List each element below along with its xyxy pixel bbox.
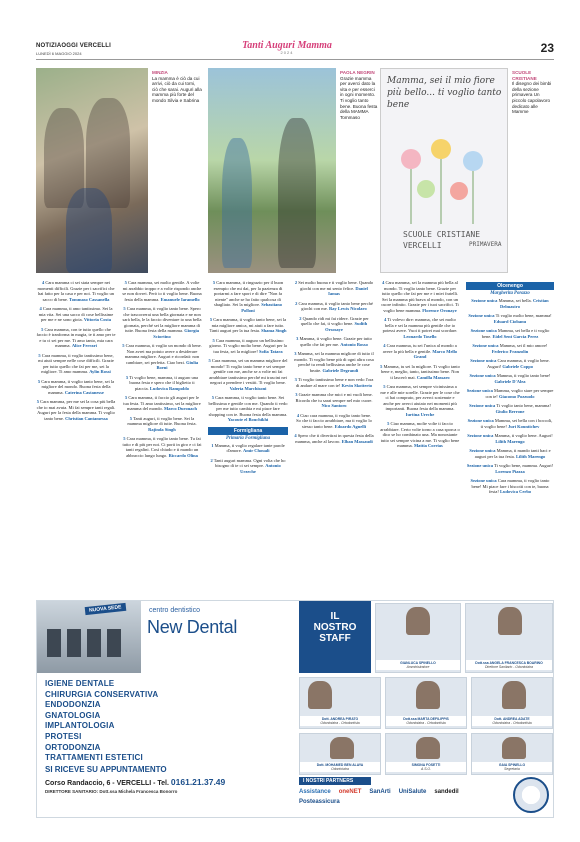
message-signature: Gabriele Coppo <box>502 363 533 369</box>
message-item <box>36 353 116 375</box>
message-signature: Giorgia Sciortino <box>153 328 200 339</box>
message-text: Cara mamma, ti auguro un bellissimo giorno. Ti voglio molto bene. Auguri per la tua festa, sei la migliore! <box>209 337 287 354</box>
class-number: 5 <box>123 306 126 311</box>
message-signature: Riccardo Olina <box>168 452 198 458</box>
message-signature: Marco Durouach <box>164 406 197 411</box>
message-item <box>380 280 460 313</box>
quality-seal-icon <box>513 777 549 813</box>
class-label: Sezione unica <box>466 463 493 468</box>
class-number: 2 <box>210 457 213 463</box>
message-signature: Sebastiano Polloni <box>241 302 282 313</box>
appointment-line: SI RICEVE SU APPUNTAMENTO <box>45 765 167 774</box>
message-text: Cara mamma, sei sempre vicinissima a me e alle mie sorelle. Grazie per le cose che ci hai comprato, per averci sostenute e anche per averci aiutato nei momenti più importanti. Buona festa della mamma. <box>380 384 460 411</box>
drawing-message: Mamma, sei il mio fiore più bello... ti voglio tanto bene <box>387 76 502 110</box>
message-signature: Shama Singh <box>261 328 287 333</box>
message-item <box>208 395 288 423</box>
message-item <box>294 301 374 312</box>
message-text: Mamma, ti voglio bene. Auguri! <box>494 433 553 438</box>
message-text: Mamma, ti voglio regalare tante parole d'amore. <box>214 442 285 453</box>
partners-label: I NOSTRI PARTNERS <box>299 777 371 785</box>
message-item <box>466 298 554 309</box>
message-item <box>294 413 374 430</box>
message-item <box>466 373 554 384</box>
message-text: Cara mamma, con te tutto quello che faccio è tranforma in magia, te ti amo per te e tu ci sei per me. Ti amo tanto, mia cara mamma. <box>36 326 116 348</box>
message-text: Cara mamma, ti voglio tanto bene. Spero che trascorrerai una bella giornata e ne non sarà bella, le la faccio diventare io una bella giornata, perché sei la migliore mamma di tutte. Buona festa della mamma. <box>122 306 202 333</box>
message-signature: Federico Franzolin <box>491 348 529 354</box>
message-item <box>466 358 554 369</box>
message-item <box>466 433 554 444</box>
message-text: Cara mamma, per me sei la cosa più bella che io mai avuta. Mi fai sempre tanti regali. Auguri per la festa della mamma. Ti voglio tanto bene. <box>36 399 116 421</box>
message-text: Cara mamma, tu sei l'unica al mondo a avere la più bella e gentile. <box>382 343 457 354</box>
message-text: Spero che ti divertirai in questa festa della mamma, anche al lavoro. <box>295 433 374 444</box>
message-item <box>380 317 460 339</box>
message-signature: Ludovica Cerbo <box>499 489 532 494</box>
messages-column-4 <box>294 280 374 594</box>
message-text: Quando ridi mi fai ridere. Grazie per quello che fai, ti voglio bene. <box>300 315 369 326</box>
message-item <box>36 399 116 421</box>
message-signature: Edoardo Agnelli <box>334 423 367 429</box>
message-signature: Valeria Marchisoni <box>229 385 267 391</box>
service-item: TRATTAMENTI ESTETICI <box>45 753 143 763</box>
section-logo-text: Tanti Auguri Mamma <box>242 40 332 51</box>
services-list <box>45 679 285 764</box>
message-item <box>122 416 202 433</box>
message-text: Cara mamma, ti voglio tanto bene perché giochi con me. <box>298 300 373 311</box>
newspaper-page <box>36 40 554 820</box>
message-text: Cara mamma, ti faccio gli auguri per le tua festa. Ti amo tantissimo, sei la migliore mamma del mondo. <box>123 395 201 411</box>
message-signature: Daniel Iamas <box>328 285 368 296</box>
staff-card: Dott.ssa ANGELA FRANCESCA BOARINO Direttore Sanitario - Odontoiatra <box>465 603 553 673</box>
class-label: Sezione unica <box>469 403 496 408</box>
class-number: 5 <box>212 337 215 343</box>
message-signature: Gabriele Degrandi <box>322 367 359 373</box>
caption-minzia: MINZIA La mamma è ciò da cui arrivi, ciò da cui torni, ciò che sarai. Auguri alla mamma più forte del mondo Silvia e Sabrina <box>152 70 202 103</box>
staff-card: GIANLUCA SPINELLO Amministratore <box>375 603 461 673</box>
class-number: 5 <box>36 399 39 404</box>
service-item: IMPLANTOLOGIA <box>45 721 115 731</box>
message-text: Cara mamma, sei un mamma migliore del mondo! Ti voglio tanto bene e sei sempre gentile con me, anche se a volte mi fai arrabbiare tantissimo perché mi trascini nei negozi a prendere i vestiti. Ti voglio bene. <box>209 358 288 385</box>
message-text: Ciao cara mamma, ti voglio tanto bene. So che ti faccio arrabbiare, ma ti voglio lo stesso tanto bene. <box>296 412 372 429</box>
message-text: Mamma, sei bella. <box>498 298 532 303</box>
message-text: Mamma, ti mando tanti baci e auguri per la tua festa. <box>474 448 551 459</box>
mother-son-photo <box>208 68 336 273</box>
message-item <box>294 433 374 444</box>
message-text: Cara mamma, ti amo tantissimo. Sei la mia vita. Sei una sacco di cose bellissime per me e ne sono gioia. <box>38 306 114 322</box>
message-signature: Antonio Urzeche <box>240 463 281 474</box>
class-number: 3 <box>295 392 298 397</box>
message-signature: Rajinda Singh <box>148 426 176 432</box>
class-number: 5 <box>38 352 41 358</box>
class-label: Sezione unica <box>467 433 494 438</box>
phone-number: 0161.21.37.49 <box>170 777 226 787</box>
class-number: 5 <box>209 317 213 322</box>
message-signature: Lilith Marengo <box>495 438 525 444</box>
message-text: Mamma, voglio stare per sempre con te! <box>485 388 554 399</box>
class-number: 5 <box>122 343 125 348</box>
school-subheading: Margherita Porazzo <box>490 291 530 296</box>
class-number: 5 <box>125 374 129 380</box>
address-line: Corso Randaccio, 6 - VERCELLI - Tel. 0161.21.37.49 <box>45 777 226 787</box>
staff-card: Dott.ssa MARTA DEFILIPPIS Odontoiatra - Ortodontista <box>385 677 467 729</box>
message-text: Cara mamma, ti voglio tanto bene! Mi piace fare i biscotti con te, buona festa! <box>471 478 550 494</box>
newspaper-name: NOTIZIAOGGI VERCELLI <box>36 43 112 49</box>
message-text: Cara mamma, ti ringrazio per il buon esempio che mi dai, per la pazienza di portarmi a fare sport e di dire "Non fa niente" anche se ho fatto qualcosa di sbagliato. Sei la migliore. <box>213 280 284 307</box>
message-item <box>466 478 554 495</box>
class-number: 5 <box>124 395 128 400</box>
message-signature: Sudith Orsosaye <box>325 321 368 332</box>
message-item <box>380 343 460 360</box>
staff-card: Dott. ANDREA ADATE Odontoiatra - Ortodontista <box>471 677 553 729</box>
message-text: Mamma, sei la mamma migliore di tutto il mondo. Ti voglio bene più di ogni altra cosa perché tu rendi bellissima anche le cose brutte. <box>294 351 374 373</box>
message-item <box>466 388 554 399</box>
class-label: Sezione unica <box>470 358 497 363</box>
staff-card: Dott. MOHAMED BEN ALAYA Odontoiatra <box>299 733 381 775</box>
service-item: ORTODONZIA <box>45 742 101 752</box>
caption-paola-negrin: PAOLA NEGRIN Grazie mamma per averci dato la vita e per esserci in ogni momento. Ti voglio tanto bene. Buona festa della MAMMA Tommaso <box>340 70 378 120</box>
class-number: 5 <box>123 436 126 441</box>
message-text: Cara mamma, ti voglio tanto bene. Tu fai tutto e di più per noi. Ci porti in giro e ci fai tanti regalini. Così chiudo e ti mando un abbraccio lungo lungo. <box>122 436 202 458</box>
staff-card: Dott. ANDREA PIRATO Odontoiatra - Ortodontista <box>299 677 381 729</box>
messages-column-5 <box>380 280 460 594</box>
message-item <box>294 316 374 333</box>
message-item <box>36 327 116 349</box>
messages-column-1 <box>36 280 116 594</box>
service-item: GNATOLOGIA <box>45 710 101 720</box>
message-signature: Yacoute el Bouchikhi <box>227 417 269 422</box>
messages-column-3 <box>208 280 288 594</box>
message-signature: Amir Chouali <box>243 448 270 453</box>
message-text: Cara mamma, ti voglio tantissimo bene, mi aiuti sempre nelle cose difficili. Grazie per tutto quello che fai per me, sei la migliore. Ti amo mamma. <box>38 352 114 374</box>
school-heading: Olcenengo <box>466 282 554 290</box>
class-number: 3 <box>294 351 297 356</box>
message-signature: Lilith Marengo <box>515 453 546 459</box>
message-item <box>36 280 116 302</box>
message-text: Tanti auguri mamma. Ogni volta che ho bisogno di te ci sei sempre. <box>213 457 286 468</box>
message-item <box>380 364 460 381</box>
message-item <box>380 421 460 449</box>
message-signature: Juri Kountichev <box>507 423 540 429</box>
message-signature: Christian Cantamessa <box>65 415 108 421</box>
message-signature: Florence Oronaye <box>422 307 457 313</box>
staff-heading: IL NOSTRO STAFF <box>299 601 371 673</box>
class-number: 5 <box>124 280 127 285</box>
message-text: Ti voglio molto bene, mamma! <box>495 313 552 318</box>
message-text: Ti voglio tanto bene, mamma! <box>496 403 551 408</box>
message-item <box>466 343 554 354</box>
message-signature: Eidel Sent Garcia Perez <box>492 333 539 339</box>
class-number: 5 <box>208 358 211 363</box>
class-label: Sezione unica <box>469 448 496 453</box>
message-text: Cara mamma, sei molto gentile. A volte mi arrabbio troppo e a volte rispondo anche se non dovrei. Però io ti voglio bene. Buona festa della mamma. <box>122 280 202 302</box>
message-text: Mamma, tu sei la migliore. Ti voglio tanto bene e, meglio, tanto, tantissimo bene. Non ti lascerò mai. <box>381 363 460 380</box>
message-signature: Ludovica Rampoldo <box>149 385 190 391</box>
message-signature: Sofia Tatara <box>259 348 283 354</box>
message-signature: Nico Santoro <box>321 403 347 408</box>
message-signature: Caterina Castanesse <box>64 389 104 395</box>
clinic-name: New Dental <box>147 617 238 637</box>
drawing-class-sign: PRIMAVERA <box>469 241 502 248</box>
partner-logo: Assistance <box>299 789 331 795</box>
partner-logo: sandedil <box>434 789 459 795</box>
message-text: Mamma, sei bella e ti voglio bene. <box>481 328 550 339</box>
class-number: 5 <box>41 326 44 332</box>
message-item <box>208 317 288 334</box>
drawing-school-sign: SCUOLE CRISTIANE VERCELLI <box>403 230 481 250</box>
message-signature: Camilla Massaro <box>416 374 450 380</box>
partner-logos <box>299 788 499 806</box>
message-item <box>122 280 202 302</box>
message-signature: Eduard Ciobanu <box>493 318 527 324</box>
class-label: Sezione unica <box>470 328 497 333</box>
message-signature: Leonardo Tosello <box>403 333 437 339</box>
school-subheading: Primaria Formigliana <box>225 435 271 441</box>
message-text: Cara mamma, ti voglio tanto bene, sei la migliore del mondo. Buona festa della mamma. <box>41 378 115 395</box>
class-number: 3 <box>294 377 297 382</box>
message-item <box>294 392 374 409</box>
new-dental-advertisement <box>36 600 554 818</box>
service-item: PROTESI <box>45 731 82 741</box>
message-item <box>466 328 554 339</box>
class-label: Sezione unica <box>468 313 495 318</box>
message-text: Cara mamma, ti voglio bene. Auguri! <box>486 358 550 369</box>
message-text: Ti volevo dire: mamma, che sei molto bella e sei la mamma più gentile che io potessi avere. Vuoi ti potrei mai scordare. <box>382 317 458 333</box>
page-header <box>36 40 554 60</box>
staff-card: SIMONA FOSETTI A.S.O. <box>385 733 467 775</box>
message-item <box>122 343 202 371</box>
message-item <box>466 418 554 429</box>
message-text: Mamma, ti voglio bene. Grazie per tutto quello che fai per me. <box>299 336 372 347</box>
message-item <box>208 443 288 454</box>
message-item <box>208 338 288 355</box>
message-signature: Ray Lewis Nicolaro <box>329 306 367 311</box>
class-number: 5 <box>212 280 216 285</box>
message-signature: Lorenzo Piazza <box>495 468 525 474</box>
class-number: 5 <box>383 384 386 389</box>
message-item <box>122 395 202 412</box>
class-number: 4 <box>382 280 385 285</box>
class-number: 2 <box>299 315 302 321</box>
class-label: Sezione unica <box>467 418 494 423</box>
message-signature: Giacomo Pozzuolo <box>498 393 535 399</box>
message-item <box>294 336 374 347</box>
partner-logo: SanArti <box>369 789 391 795</box>
message-text: Cara mamma, ti voglio un mondo di bene. Non avrei ma potuto avere a desiderare mamma migliore. Auguri e ricordati: non cambiare, sei perfetta. Ciao bezi. <box>124 343 202 365</box>
message-signature: Giulia Boeni <box>156 359 199 370</box>
message-text: Cara mamma, ti voglio tanto bene, sei la mia migliore amica, mi aiuti a fare tutto. Tanti auguri per la tua festa. <box>209 317 287 333</box>
class-number: 4 <box>384 317 387 322</box>
class-number: 4 <box>296 412 300 418</box>
class-number: 5 <box>380 363 383 369</box>
school-heading: Formigliana <box>208 427 288 435</box>
message-item <box>122 306 202 339</box>
partner-logo: Posteassicura <box>299 799 340 805</box>
message-signature: Antonio Bosso <box>340 341 368 347</box>
message-item <box>36 379 116 396</box>
section-logo <box>232 40 342 55</box>
message-item <box>122 375 202 392</box>
message-item <box>466 448 554 459</box>
message-text: Mamma, sei il mio amore! <box>499 343 548 348</box>
class-label: Sezione unica <box>470 478 497 483</box>
message-signature: Kevin Skotterto <box>341 382 373 388</box>
message-text: Ti voglio bene, mamma. Auguri! <box>494 463 554 468</box>
new-location-badge: NUOVA SEDE <box>85 603 126 615</box>
messages-column-6 <box>466 280 554 594</box>
class-number: 2 <box>295 300 298 306</box>
medical-director: DIRETTORE SANITARIO: Dott.ssa Michela Francesca Bonorro <box>45 789 178 794</box>
class-number: 5 <box>37 378 41 384</box>
message-text: Cara mamma, sei la mamma più bella al mondo. Ti voglio tanto bene. Grazie per tutto quello che fai per me e i miei fratelli. Sei la mamma più brava al mondo, con un cuore infinito. Grazie per i tuoi sacrifici. Ti voglio bene mamma. <box>381 280 459 313</box>
message-item <box>466 403 554 414</box>
partner-logo: oneNET <box>338 789 362 795</box>
message-item <box>466 313 554 324</box>
section-logo-year: 2024 <box>280 50 294 55</box>
message-text: Grazie mamma che mici e mi vuoli bene. Ricorda che tu sarai sempre nel mio cuore. <box>295 392 373 403</box>
message-signature: Aylin Rossi <box>89 369 111 374</box>
message-text: Cara mamma, ti voglio tanto bene. Sei bellissima e gentile con me. Quando ti vedo per me tutto cambia e mi piace fare shopping con te. Buona festa della mamma. <box>208 395 288 417</box>
message-text: Sei molto buona e ti voglio bene. Quando giochi con me mi sento felice. <box>298 280 374 291</box>
class-number: 5 <box>387 421 390 426</box>
photo-band <box>36 68 554 276</box>
class-label: Sezione unica <box>469 373 496 378</box>
class-number: 4 <box>39 306 42 311</box>
message-text: Cara mamma ci sei stata sempre nei momenti difficili. Grazie per i sacrifici che hai fatto per la casa e per noi. Ti voglio un sacco di bene. <box>37 280 115 302</box>
service-item: IGIENE DENTALE <box>45 679 115 688</box>
staff-card: GAIA SPINELLO Segretaria <box>471 733 553 775</box>
class-label: Sezione unica <box>472 343 499 348</box>
message-signature: Alice Ferrari <box>71 343 97 348</box>
clinic-type: centro dentistico <box>149 607 200 614</box>
class-label: Sezione unica <box>466 388 493 393</box>
class-number: 5 <box>129 415 133 421</box>
class-label: Sezione unica <box>471 298 498 303</box>
message-signature: Emanuele Iaramello <box>160 296 200 302</box>
partner-logo: UniSalute <box>398 789 427 795</box>
message-item <box>380 384 460 417</box>
service-item: CHIRURGIA CONSERVATIVA <box>45 689 159 699</box>
message-signature: Mattia Corrias <box>413 443 443 448</box>
class-number: 4 <box>383 343 386 348</box>
message-text: Ciao mamma, molte volte ti faccio arrabbiare. Certo volte torno a casa sporca o dico se ho combinato una. Ma nonostante tutto sei sempre vicina a me. Ti voglio bene mamma. <box>380 421 460 448</box>
message-text: Ti voglio bene, mamma, ti auguro una buona festa e spero che il biglietto ti piaccia. <box>129 374 199 391</box>
message-signature: Vittoria Costa <box>83 317 112 322</box>
message-signature: Gabriele D'Alea <box>494 378 526 384</box>
flower-drawing-icon <box>381 99 508 239</box>
message-text: Ti voglio tantissimo bene e non vedo l'ora di andare al mare con te! <box>295 377 374 388</box>
family-photo <box>36 68 148 273</box>
class-number: 1 <box>211 442 214 448</box>
message-item <box>294 351 374 373</box>
children-drawing <box>380 68 508 273</box>
class-number: 4 <box>41 280 45 285</box>
service-item: ENDODONZIA <box>45 700 101 710</box>
message-text: Tanti auguri, ti voglio bene. Sei la mamma migliore di tutte. Buona festa. <box>127 415 197 426</box>
message-item <box>208 458 288 475</box>
messages-column-2 <box>122 280 202 594</box>
message-signature: Elban Massaudi <box>341 438 373 444</box>
class-number: 3 <box>296 336 299 341</box>
class-number: 4 <box>294 433 297 438</box>
message-signature: Iurtina Ureche <box>405 411 435 417</box>
message-item <box>208 280 288 313</box>
class-number: 5 <box>211 395 214 400</box>
message-signature: Giulio Berrone <box>495 408 525 414</box>
message-item <box>208 358 288 391</box>
caption-scuole-cristiane: SCUOLE CRISTIANE Il disegno dei bimbi della sezione primavera Un piccolo capolavoro dedicato alle Mamme <box>512 70 552 115</box>
message-signature: Tommaso Cassanella <box>69 296 110 302</box>
message-signature: Marco Mello Grand <box>413 348 458 359</box>
message-item <box>122 436 202 458</box>
page-number: 23 <box>540 41 554 55</box>
message-item <box>294 377 374 388</box>
issue-date: LUNEDÌ 6 MAGGIO 2024 <box>36 51 82 56</box>
class-number: 2 <box>294 280 298 285</box>
messages-columns <box>36 280 554 594</box>
message-text: Mamma, sei bella con i boccoli, ti voglio bene! <box>480 418 553 429</box>
appointment-info <box>45 765 275 794</box>
message-signature: Cristian Delmastro <box>500 298 549 309</box>
message-text: Mamma, ti voglio tanto bene! <box>496 373 551 378</box>
message-item <box>36 306 116 323</box>
message-item <box>466 463 554 474</box>
message-item <box>294 280 374 297</box>
